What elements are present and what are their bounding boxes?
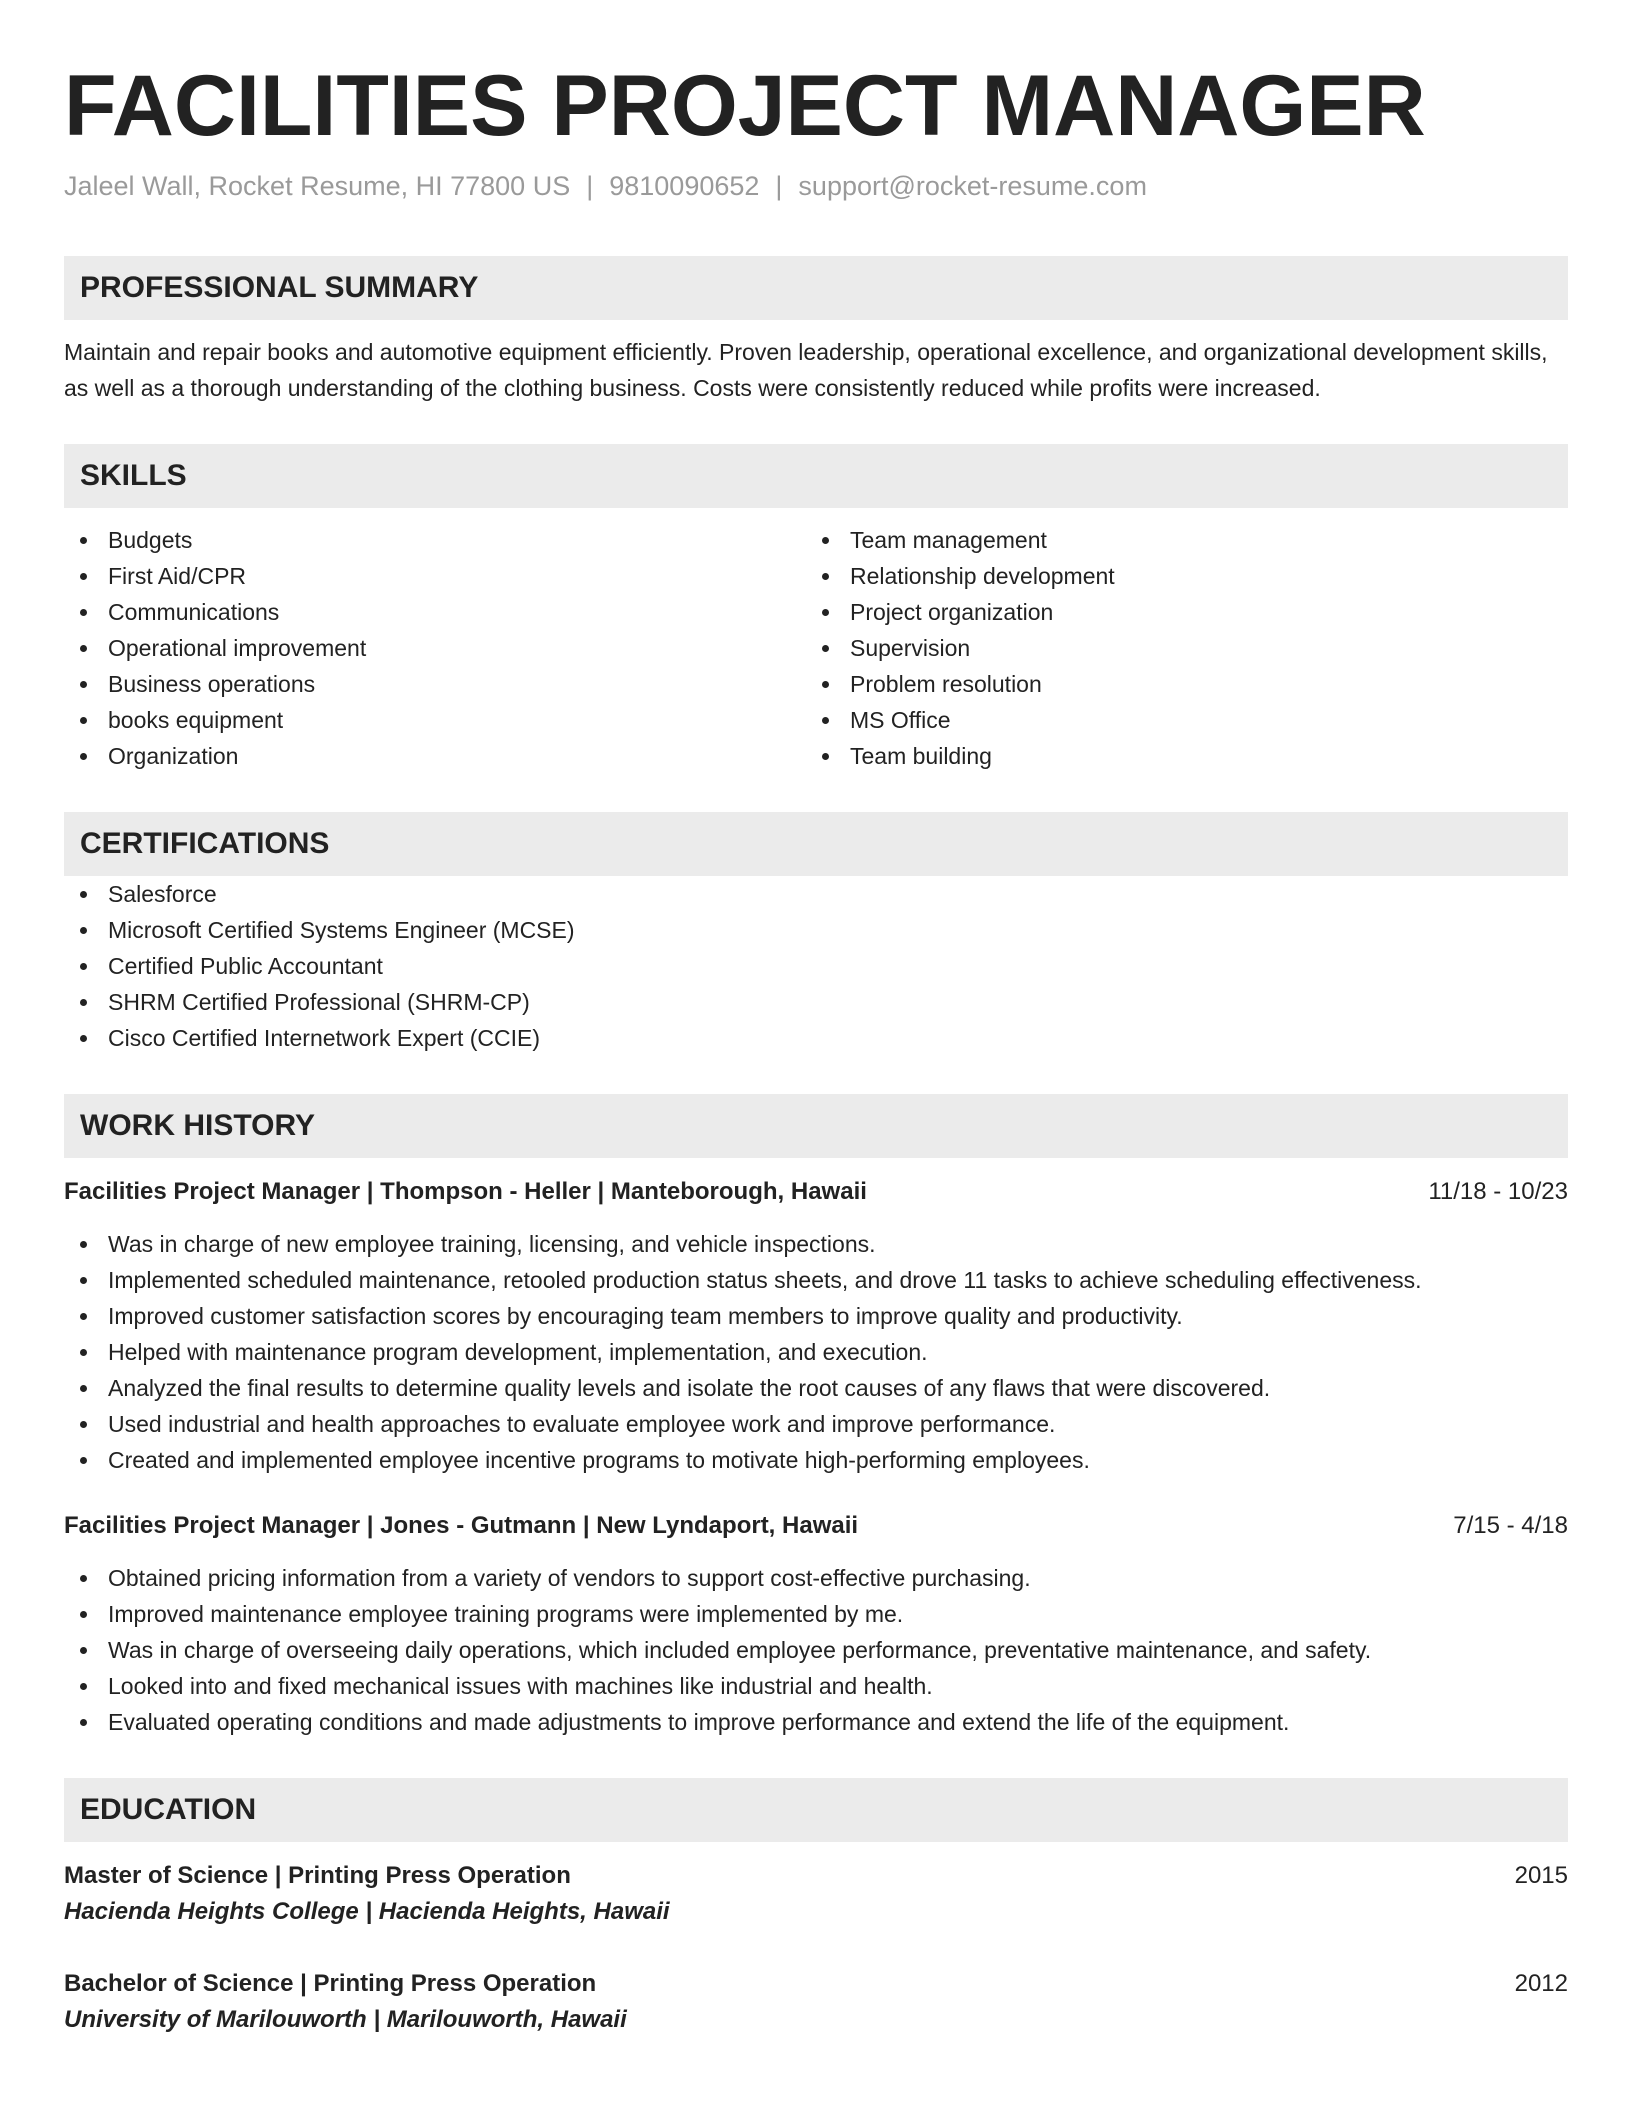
skill-item: Project organization xyxy=(806,594,1548,630)
resume-title: FACILITIES PROJECT MANAGER xyxy=(64,58,1426,154)
section-heading-certifications: CERTIFICATIONS xyxy=(64,812,1568,876)
education-degree: Bachelor of Science | Printing Press Operation xyxy=(64,1970,597,1997)
education-header xyxy=(64,1858,1568,1894)
section-heading-education: EDUCATION xyxy=(64,1778,1568,1842)
education-header xyxy=(64,1966,1568,2002)
contact-phone: 9810090652 xyxy=(609,171,760,201)
job-bullets xyxy=(64,1560,1568,1740)
skills-column-right xyxy=(806,522,1548,774)
certification-item: SHRM Certified Professional (SHRM-CP) xyxy=(64,984,1568,1020)
summary-text: Maintain and repair books and automotive equipment efficiently. Proven leadership, operational excellence, and organizational development skills, as well as a thorough understanding of the clothing business. Costs were consistently reduced while profits were increased. xyxy=(64,339,1548,401)
skills-column-left xyxy=(64,522,806,774)
education-year: 2015 xyxy=(1514,1862,1568,1889)
contact-separator: | xyxy=(775,171,783,201)
certifications-list xyxy=(64,876,1568,1056)
job-dates: 11/18 - 10/23 xyxy=(1428,1178,1568,1205)
job-bullet: Looked into and fixed mechanical issues with machines like industrial and health. xyxy=(64,1668,1568,1704)
skill-item: Team building xyxy=(806,738,1548,774)
job-title: Facilities Project Manager | Thompson - Heller | Manteborough, Hawaii xyxy=(64,1178,867,1205)
skill-item: MS Office xyxy=(806,702,1548,738)
skill-item: Budgets xyxy=(64,522,806,558)
education-school: University of Marilouworth | Marilouworth, Hawaii xyxy=(64,2006,627,2033)
contact-address: Jaleel Wall, Rocket Resume, HI 77800 US xyxy=(64,171,571,201)
skill-item: First Aid/CPR xyxy=(64,558,806,594)
certification-item: Salesforce xyxy=(64,876,1568,912)
resume-page xyxy=(64,56,1568,2038)
job-header xyxy=(64,1508,1568,1544)
skill-item: Business operations xyxy=(64,666,806,702)
skill-item: Organization xyxy=(64,738,806,774)
job-entry xyxy=(64,1508,1568,1740)
job-bullet: Used industrial and health approaches to evaluate employee work and improve performance. xyxy=(64,1406,1568,1442)
education-entry xyxy=(64,1966,1568,2038)
job-entry xyxy=(64,1174,1568,1478)
job-title: Facilities Project Manager | Jones - Gutmann | New Lyndaport, Hawaii xyxy=(64,1512,859,1539)
job-bullet: Analyzed the final results to determine quality levels and isolate the root causes of any flaws that were discovered. xyxy=(64,1370,1568,1406)
job-dates: 7/15 - 4/18 xyxy=(1453,1512,1568,1539)
job-bullet: Was in charge of overseeing daily operations, which included employee performance, preventative maintenance, and safety. xyxy=(64,1632,1568,1668)
contact-line xyxy=(64,168,1568,204)
job-bullet: Created and implemented employee incentive programs to motivate high-performing employees. xyxy=(64,1442,1568,1478)
job-bullets xyxy=(64,1226,1568,1478)
skill-item: books equipment xyxy=(64,702,806,738)
job-bullet: Improved maintenance employee training programs were implemented by me. xyxy=(64,1596,1568,1632)
skill-item: Problem resolution xyxy=(806,666,1548,702)
job-bullet: Was in charge of new employee training, licensing, and vehicle inspections. xyxy=(64,1226,1568,1262)
education-school: Hacienda Heights College | Hacienda Heights, Hawaii xyxy=(64,1898,670,1925)
contact-email: support@rocket-resume.com xyxy=(798,171,1147,201)
skill-item: Operational improvement xyxy=(64,630,806,666)
skill-item: Team management xyxy=(806,522,1548,558)
section-heading-work-history: WORK HISTORY xyxy=(64,1094,1568,1158)
job-bullet: Evaluated operating conditions and made adjustments to improve performance and extend the life of the equipment. xyxy=(64,1704,1568,1740)
job-header xyxy=(64,1174,1568,1210)
job-bullet: Implemented scheduled maintenance, retooled production status sheets, and drove 11 tasks to achieve scheduling effectiveness. xyxy=(64,1262,1568,1298)
skills-list-right xyxy=(806,522,1548,774)
skills-grid xyxy=(64,522,1568,774)
certification-item: Certified Public Accountant xyxy=(64,948,1568,984)
education-degree: Master of Science | Printing Press Operation xyxy=(64,1862,571,1889)
contact-separator: | xyxy=(586,171,594,201)
job-bullet: Helped with maintenance program development, implementation, and execution. xyxy=(64,1334,1568,1370)
job-bullet: Improved customer satisfaction scores by encouraging team members to improve quality and productivity. xyxy=(64,1298,1568,1334)
education-year: 2012 xyxy=(1514,1970,1568,1997)
section-heading-summary: PROFESSIONAL SUMMARY xyxy=(64,256,1568,320)
skill-item: Supervision xyxy=(806,630,1548,666)
certification-item: Cisco Certified Internetwork Expert (CCIE) xyxy=(64,1020,1568,1056)
certification-item: Microsoft Certified Systems Engineer (MCSE) xyxy=(64,912,1568,948)
skill-item: Communications xyxy=(64,594,806,630)
skills-list-left xyxy=(64,522,806,774)
section-heading-skills: SKILLS xyxy=(64,444,1568,508)
education-entry xyxy=(64,1858,1568,1930)
job-bullet: Obtained pricing information from a variety of vendors to support cost-effective purchasing. xyxy=(64,1560,1568,1596)
skill-item: Relationship development xyxy=(806,558,1548,594)
